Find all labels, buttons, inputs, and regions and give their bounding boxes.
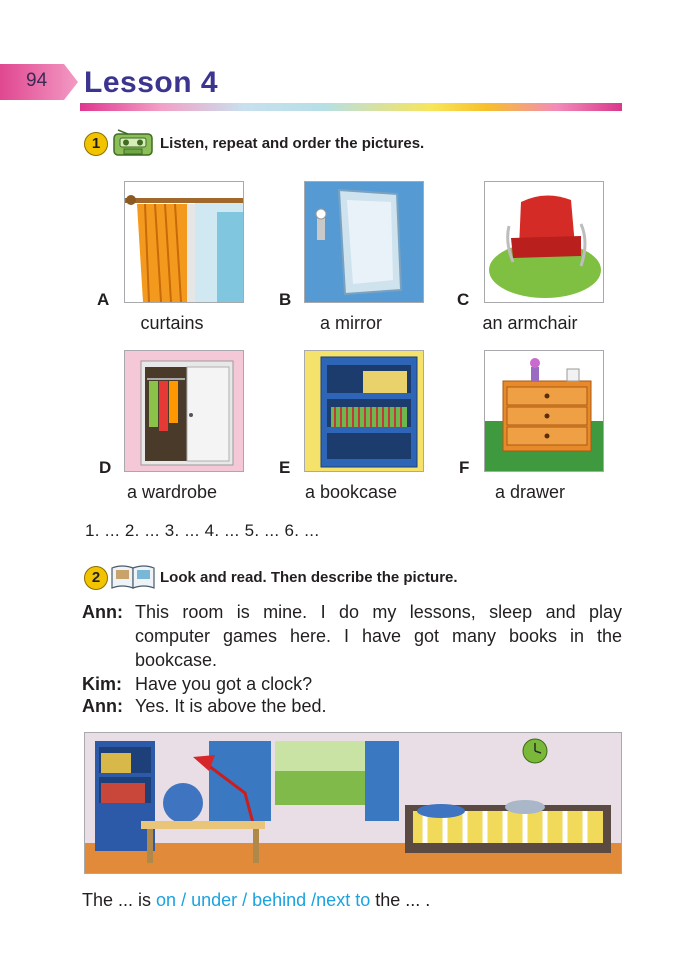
exercise-2-instruction: Look and read. Then describe the picture. [160,569,458,586]
item-caption-f: a drawer [494,482,566,502]
preposition-options: on / under / behind /next to [156,890,371,910]
exercise-2-number: 2 [84,566,108,590]
wardrobe-illustration [125,351,243,471]
sentence-prefix: The ... is [82,890,152,910]
dialogue-line: This room is mine. I do my lessons, sleep and play [135,602,622,622]
item-letter-b: B [279,290,292,309]
picture-wardrobe [124,350,244,472]
open-book-icon [110,562,156,590]
armchair-illustration [485,182,603,302]
dialogue-line: computer games here. I have got many books in the [135,626,622,646]
item-caption-e: a bookcase [304,482,398,502]
cassette-icon [112,128,154,158]
sentence-suffix: the ... . [375,890,431,910]
bookcase-illustration [305,351,423,471]
item-caption-a: curtains [140,313,204,333]
speaker-ann: Ann: [82,602,123,622]
rainbow-divider [80,103,622,111]
lesson-title: Lesson 4 [84,66,219,99]
room-illustration [84,732,622,874]
picture-drawer [484,350,604,472]
picture-mirror [304,181,424,303]
item-caption-d: a wardrobe [126,482,218,502]
order-sequence: 1. ... 2. ... 3. ... 4. ... 5. ... 6. ... [85,521,320,540]
drawer-illustration [485,351,603,471]
speaker-kim: Kim: [82,674,122,694]
bedroom-scene [85,733,621,873]
item-caption-b: a mirror [320,313,382,333]
picture-curtains [124,181,244,303]
dialogue-line: Have you got a clock? [135,674,313,694]
fill-in-sentence [82,890,430,911]
item-letter-a: A [97,290,110,309]
speaker-ann: Ann: [82,696,123,716]
picture-bookcase [304,350,424,472]
item-letter-c: C [457,290,470,309]
exercise-1-number: 1 [84,132,108,156]
dialogue-line: Yes. It is above the bed. [135,696,327,716]
item-letter-f: F [459,458,470,477]
item-letter-e: E [279,458,291,477]
item-letter-d: D [99,458,112,477]
exercise-1-instruction: Listen, repeat and order the pictures. [160,135,425,152]
page-number: 94 [26,70,48,91]
item-caption-c: an armchair [482,313,578,333]
dialogue-line: bookcase. [135,650,218,670]
curtains-illustration [125,182,243,302]
mirror-illustration [305,182,423,302]
picture-armchair [484,181,604,303]
